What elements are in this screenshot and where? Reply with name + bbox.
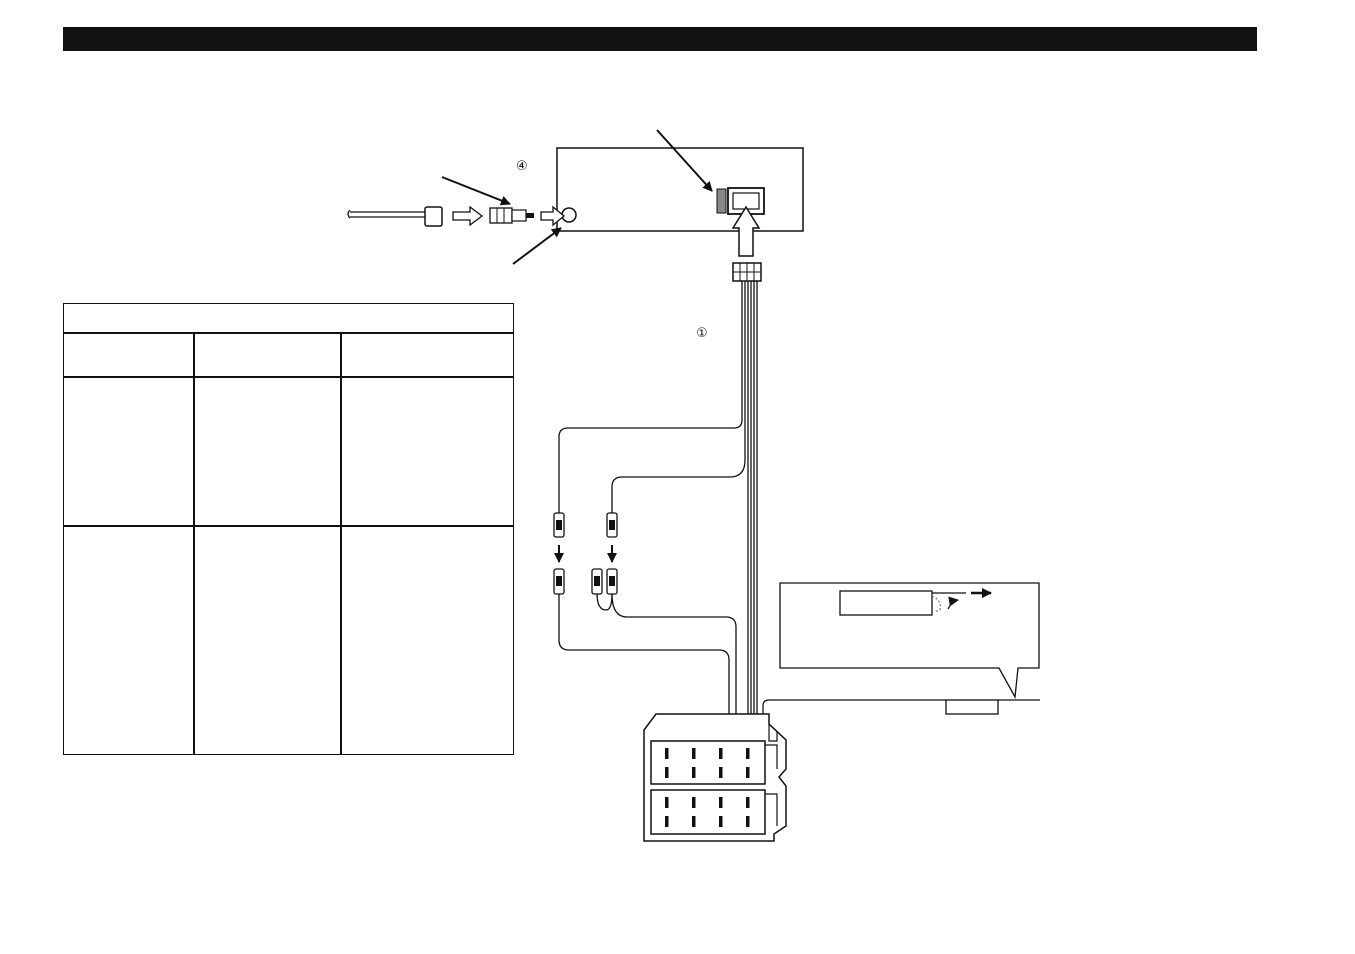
antenna-jack bbox=[562, 208, 576, 222]
branch-wires bbox=[559, 420, 1040, 715]
head-unit bbox=[557, 148, 803, 231]
fuse-holder bbox=[946, 700, 998, 714]
antenna-adapter bbox=[490, 208, 534, 223]
wire-socket bbox=[607, 569, 617, 594]
hollow-arrow-icon bbox=[453, 207, 482, 225]
wire-plug bbox=[554, 513, 564, 537]
marker-1: ① bbox=[696, 326, 708, 341]
antenna-cable bbox=[348, 207, 442, 226]
callout-box bbox=[780, 583, 1039, 697]
wire-bundle bbox=[742, 281, 757, 715]
harness-plug bbox=[733, 263, 761, 281]
marker-4: ④ bbox=[516, 159, 528, 174]
pointer-arrow-icon bbox=[513, 228, 561, 264]
pointer-arrow-icon bbox=[657, 130, 712, 191]
wire-socket bbox=[592, 569, 602, 594]
iso-connector bbox=[644, 714, 786, 841]
wire-plug bbox=[607, 513, 617, 537]
hollow-arrow-icon bbox=[541, 207, 564, 225]
wire-socket bbox=[554, 569, 564, 594]
unit-connector-socket bbox=[717, 188, 764, 214]
pointer-arrow-icon bbox=[442, 177, 510, 204]
